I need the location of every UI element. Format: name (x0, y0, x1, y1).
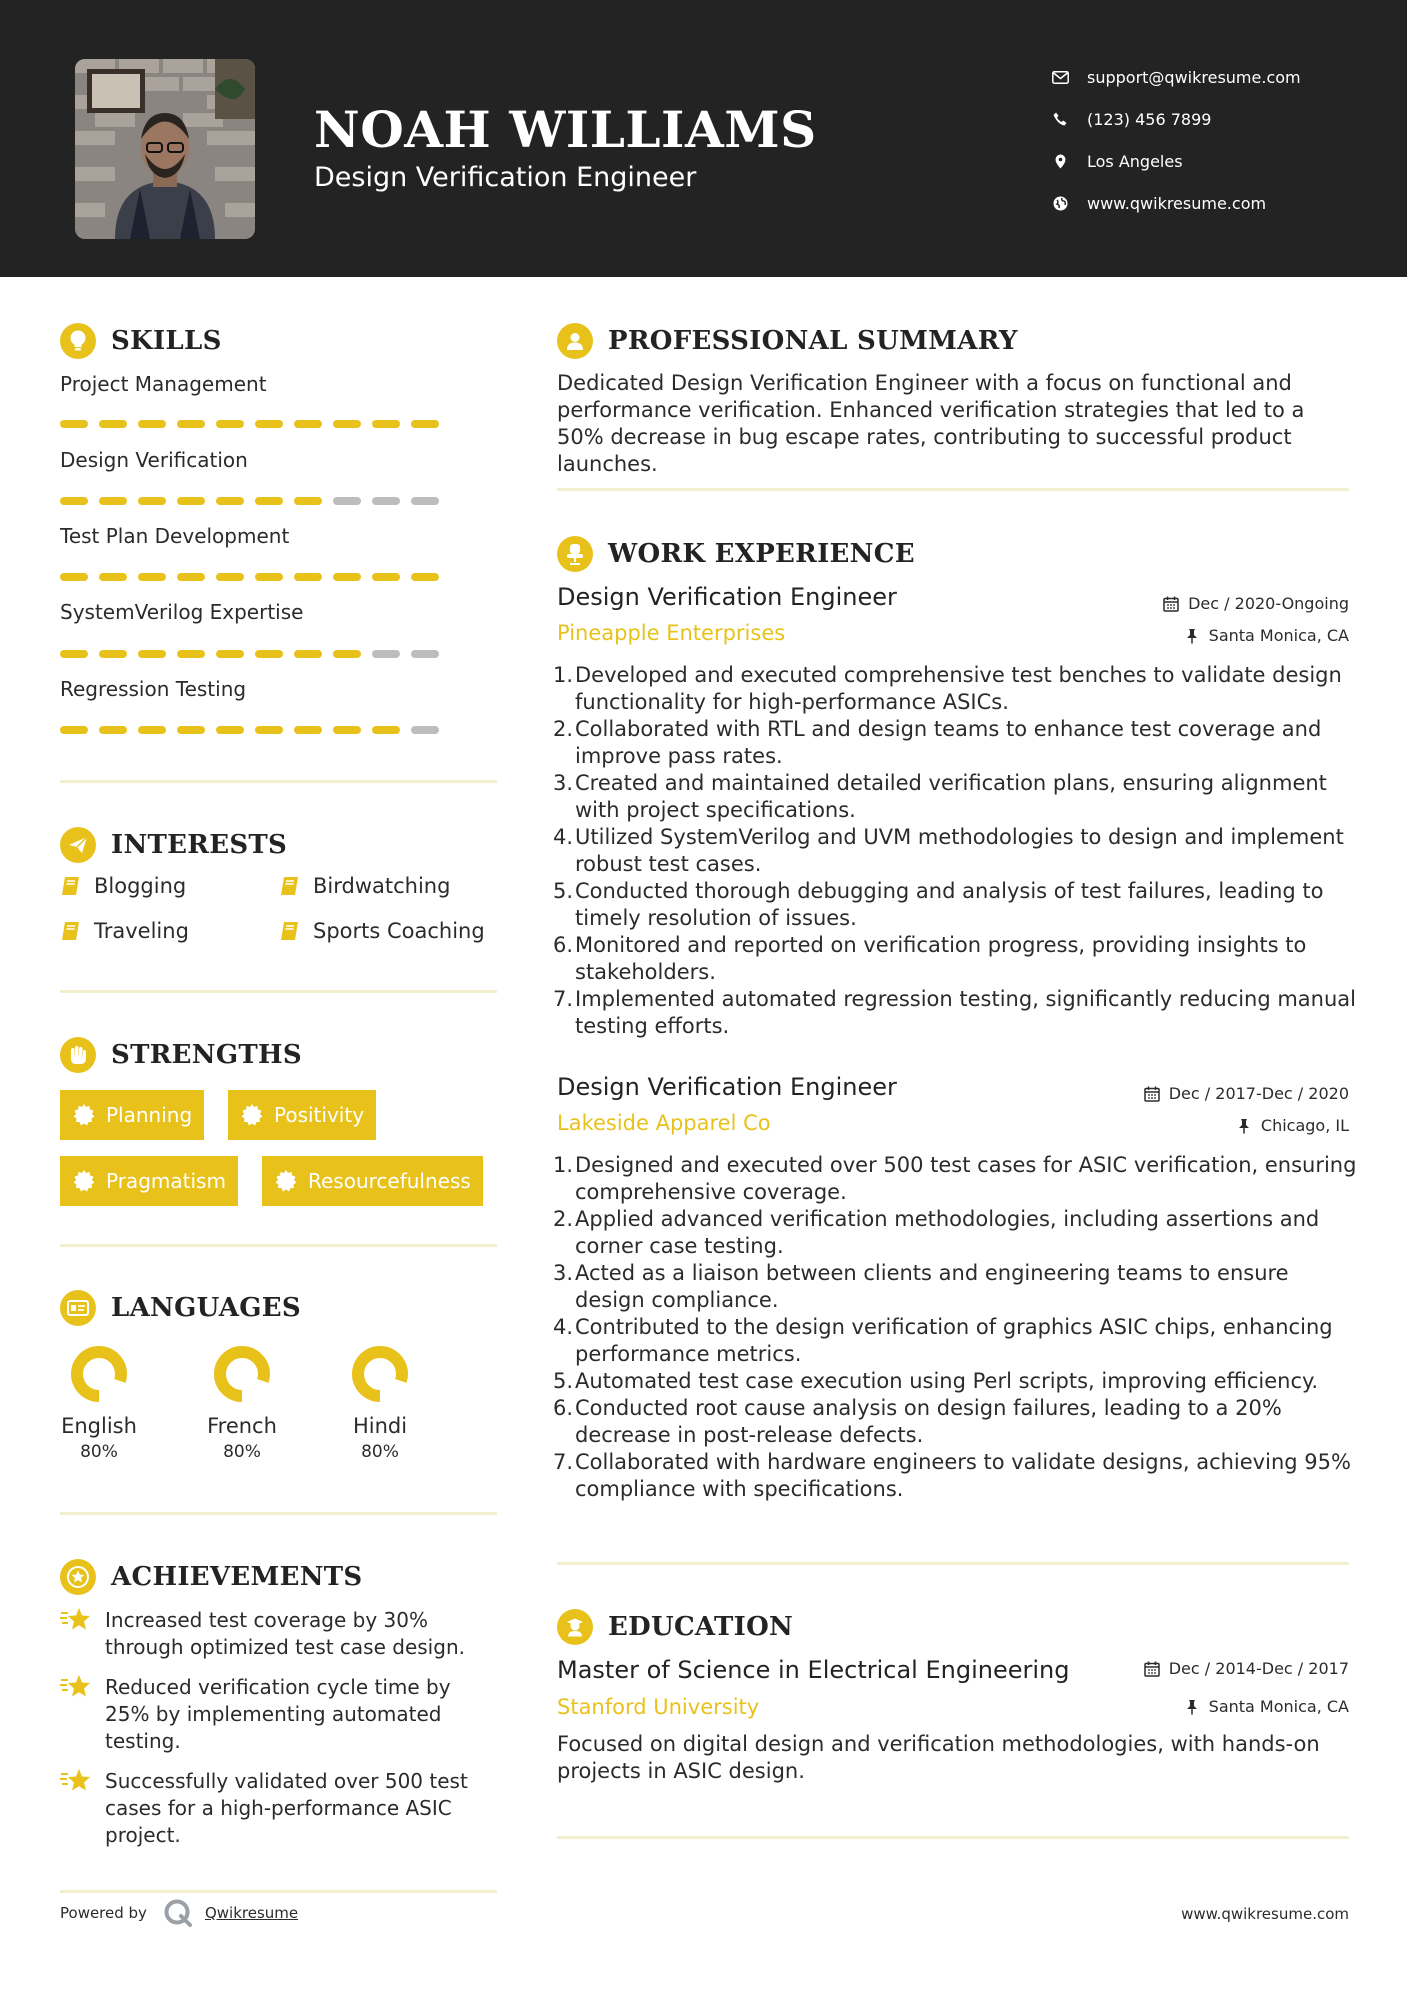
language-item: French 80% (182, 1344, 302, 1462)
skill-level-segment (177, 573, 205, 581)
star-icon (60, 1768, 92, 1794)
skill-level-segment (60, 726, 88, 734)
school-name: Stanford University (557, 1695, 760, 1719)
skill-level-segment (372, 497, 400, 505)
book-icon (279, 875, 301, 897)
company-name: Lakeside Apparel Co (557, 1111, 771, 1135)
responsibility-item: 1. Developed and executed comprehensive test benches to validate design functionality for high-performance ASICs. (553, 663, 1342, 714)
language-progress-ring (212, 1344, 272, 1404)
section-divider (60, 990, 497, 993)
responsibility-item: 1. Designed and executed over 500 test cases for ASIC verification, ensuring comprehensive coverage. (553, 1153, 1357, 1204)
responsibility-item: 2. Collaborated with RTL and design teams to enhance test coverage and improve pass rates. (553, 717, 1322, 768)
contact-list (1050, 56, 1301, 224)
gear-badge-icon (72, 1103, 96, 1127)
education-location: Santa Monica, CA (1184, 1697, 1349, 1716)
skill-level-segment (411, 726, 439, 734)
skill-name: SystemVerilog Expertise (60, 600, 304, 624)
skill-level-segment (138, 650, 166, 658)
calendar-icon (1163, 596, 1179, 612)
responsibility-item: 7. Implemented automated regression testing, significantly reducing manual testing efforts. (553, 987, 1356, 1038)
language-item: Hindi 80% (320, 1344, 440, 1462)
strengths-heading: STRENGTHS (60, 1037, 302, 1073)
calendar-icon (1144, 1661, 1160, 1677)
skill-level-segment (60, 497, 88, 505)
strength-tag: Resourcefulness (262, 1156, 483, 1206)
skill-level-segment (99, 497, 127, 505)
contact-email[interactable]: support@qwikresume.com (1050, 56, 1301, 98)
skill-level-segment (138, 726, 166, 734)
location-pin-icon (1050, 151, 1070, 171)
candidate-title: Design Verification Engineer (314, 162, 697, 193)
section-divider (60, 1890, 497, 1893)
skill-level-bar (60, 650, 450, 658)
skill-level-segment (411, 650, 439, 658)
graduate-icon (557, 1609, 593, 1645)
star-icon (60, 1607, 92, 1633)
envelope-icon (1050, 67, 1070, 87)
skill-level-segment (99, 650, 127, 658)
skill-level-segment (411, 420, 439, 428)
gear-badge-icon (72, 1169, 96, 1193)
skill-level-segment (177, 726, 205, 734)
globe-icon (1050, 193, 1070, 213)
skill-level-segment (294, 420, 322, 428)
skill-level-segment (60, 650, 88, 658)
skill-level-segment (216, 420, 244, 428)
interest-item: Blogging (60, 874, 186, 898)
profile-photo (75, 59, 255, 239)
achievement-item: Successfully validated over 500 test cases for a high-performance ASIC project. (60, 1768, 500, 1849)
skill-level-segment (333, 420, 361, 428)
strength-tag: Positivity (228, 1090, 376, 1140)
skill-level-segment (372, 573, 400, 581)
skill-level-bar (60, 726, 450, 734)
skill-name: Design Verification (60, 448, 248, 472)
language-progress-arc (77, 1352, 121, 1396)
star-icon (60, 1674, 92, 1700)
achievements-heading: ACHIEVEMENTS (60, 1559, 363, 1595)
gear-badge-icon (274, 1169, 298, 1193)
skill-level-segment (216, 726, 244, 734)
summary-heading: PROFESSIONAL SUMMARY (557, 323, 1018, 359)
job-title: Design Verification Engineer (557, 1073, 897, 1101)
skill-level-segment (60, 573, 88, 581)
skill-name: Regression Testing (60, 677, 247, 701)
responsibility-item: 2. Applied advanced verification methodologies, including assertions and corner case testing. (553, 1207, 1320, 1258)
fist-icon (60, 1037, 96, 1073)
pushpin-icon (1184, 628, 1200, 644)
skill-name: Project Management (60, 372, 267, 396)
lightbulb-icon (60, 323, 96, 359)
job-dates: Dec / 2017-Dec / 2020 (1144, 1084, 1349, 1103)
skill-level-segment (255, 650, 283, 658)
calendar-icon (1144, 1086, 1160, 1102)
language-progress-arc (358, 1352, 402, 1396)
skill-level-segment (216, 650, 244, 658)
powered-by: Powered by Qwikresume (60, 1898, 298, 1928)
company-name: Pineapple Enterprises (557, 621, 786, 645)
responsibility-item: 3. Created and maintained detailed verification plans, ensuring alignment with project specifications. (553, 771, 1327, 822)
contact-phone[interactable]: (123) 456 7899 (1050, 98, 1301, 140)
skill-level-bar (60, 420, 450, 428)
skill-level-segment (333, 726, 361, 734)
skill-level-segment (138, 573, 166, 581)
skill-level-segment (255, 497, 283, 505)
job-title: Design Verification Engineer (557, 583, 897, 611)
skill-level-segment (372, 420, 400, 428)
skill-level-segment (411, 573, 439, 581)
footer-website[interactable]: www.qwikresume.com (1181, 1905, 1349, 1923)
skill-level-segment (294, 573, 322, 581)
responsibility-item: 6. Conducted root cause analysis on design failures, leading to a 20% decrease in post-release defects. (553, 1396, 1282, 1447)
book-icon (279, 920, 301, 942)
language-item: English 80% (39, 1344, 159, 1462)
summary-text: Dedicated Design Verification Engineer with a focus on functional and performance verification. Enhanced verification strategies that led to a 50% decrease in bug escape rates, contributing to successful product launches. (557, 371, 1305, 476)
skill-level-segment (99, 726, 127, 734)
responsibility-item: 4. Utilized SystemVerilog and UVM methodologies to design and implement robust test cases. (553, 825, 1344, 876)
language-progress-ring (350, 1344, 410, 1404)
section-divider (557, 1562, 1349, 1565)
job-location: Santa Monica, CA (1184, 626, 1349, 645)
resume-header (0, 0, 1407, 277)
gear-badge-icon (240, 1103, 264, 1127)
responsibility-item: 6. Monitored and reported on verification progress, providing insights to stakeholders. (553, 933, 1307, 984)
skill-level-bar (60, 497, 450, 505)
interest-item: Birdwatching (279, 874, 450, 898)
skill-level-segment (99, 573, 127, 581)
skill-level-bar (60, 573, 450, 581)
interest-item: Traveling (60, 919, 189, 943)
office-chair-icon (557, 536, 593, 572)
section-divider (60, 1244, 497, 1247)
languages-heading: LANGUAGES (60, 1290, 301, 1326)
responsibility-item: 4. Contributed to the design verification of graphics ASIC chips, enhancing performance metrics. (553, 1315, 1333, 1366)
id-card-icon (60, 1290, 96, 1326)
paper-plane-icon (60, 827, 96, 863)
degree-title: Master of Science in Electrical Engineering (557, 1656, 1070, 1684)
skill-level-segment (372, 726, 400, 734)
skill-level-segment (372, 650, 400, 658)
skill-level-segment (333, 497, 361, 505)
skill-level-segment (255, 726, 283, 734)
experience-heading: WORK EXPERIENCE (557, 536, 915, 572)
skill-level-segment (294, 650, 322, 658)
achievement-item: Reduced verification cycle time by 25% by implementing automated testing. (60, 1674, 500, 1755)
responsibility-item: 3. Acted as a liaison between clients and engineering teams to ensure design compliance. (553, 1261, 1289, 1312)
phone-icon (1050, 109, 1070, 129)
skill-level-segment (333, 573, 361, 581)
responsibility-item: 5. Automated test case execution using Perl scripts, improving efficiency. (553, 1369, 1319, 1393)
skill-level-segment (177, 650, 205, 658)
skill-level-segment (99, 420, 127, 428)
pushpin-icon (1184, 1699, 1200, 1715)
contact-website[interactable]: www.qwikresume.com (1050, 182, 1301, 224)
qwikresume-link[interactable]: Qwikresume (204, 1904, 299, 1922)
skill-level-segment (60, 420, 88, 428)
skills-heading: SKILLS (60, 323, 222, 359)
section-divider (557, 488, 1349, 491)
interests-heading: INTERESTS (60, 827, 287, 863)
skill-level-segment (177, 420, 205, 428)
section-divider (60, 780, 497, 783)
qwikresume-logo-icon (163, 1898, 193, 1928)
skill-name: Test Plan Development (60, 524, 290, 548)
interest-item: Sports Coaching (279, 919, 485, 943)
candidate-name: NOAH WILLIAMS (314, 100, 817, 159)
job-responsibilities (553, 1152, 1357, 1503)
section-divider (557, 1836, 1349, 1839)
job-dates: Dec / 2020-Ongoing (1163, 594, 1349, 613)
language-progress-arc (220, 1352, 264, 1396)
responsibility-item: 5. Conducted thorough debugging and analysis of test failures, leading to timely resolution of issues. (553, 879, 1324, 930)
achievement-item: Increased test coverage by 30% through optimized test case design. (60, 1607, 500, 1661)
skill-level-segment (255, 420, 283, 428)
strength-tag: Pragmatism (60, 1156, 238, 1206)
job-location: Chicago, IL (1236, 1116, 1349, 1135)
skill-level-segment (138, 420, 166, 428)
contact-location: Los Angeles (1050, 140, 1301, 182)
skill-level-segment (411, 497, 439, 505)
job-responsibilities (553, 662, 1357, 1040)
book-icon (60, 920, 82, 942)
education-description: Focused on digital design and verification methodologies, with hands-on projects in ASIC design. (557, 1732, 1320, 1783)
skill-level-segment (138, 497, 166, 505)
section-divider (60, 1512, 497, 1515)
user-icon (557, 323, 593, 359)
skill-level-segment (333, 650, 361, 658)
language-progress-ring (69, 1344, 129, 1404)
education-dates: Dec / 2014-Dec / 2017 (1144, 1659, 1349, 1678)
skill-level-segment (177, 497, 205, 505)
pushpin-icon (1236, 1118, 1252, 1134)
star-badge-icon (60, 1559, 96, 1595)
skill-level-segment (216, 573, 244, 581)
skill-level-segment (255, 573, 283, 581)
education-heading: EDUCATION (557, 1609, 793, 1645)
responsibility-item: 7. Collaborated with hardware engineers to validate designs, achieving 95% compliance with specifications. (553, 1450, 1351, 1501)
strength-tag: Planning (60, 1090, 204, 1140)
skill-level-segment (294, 497, 322, 505)
skill-level-segment (216, 497, 244, 505)
skill-level-segment (294, 726, 322, 734)
book-icon (60, 875, 82, 897)
